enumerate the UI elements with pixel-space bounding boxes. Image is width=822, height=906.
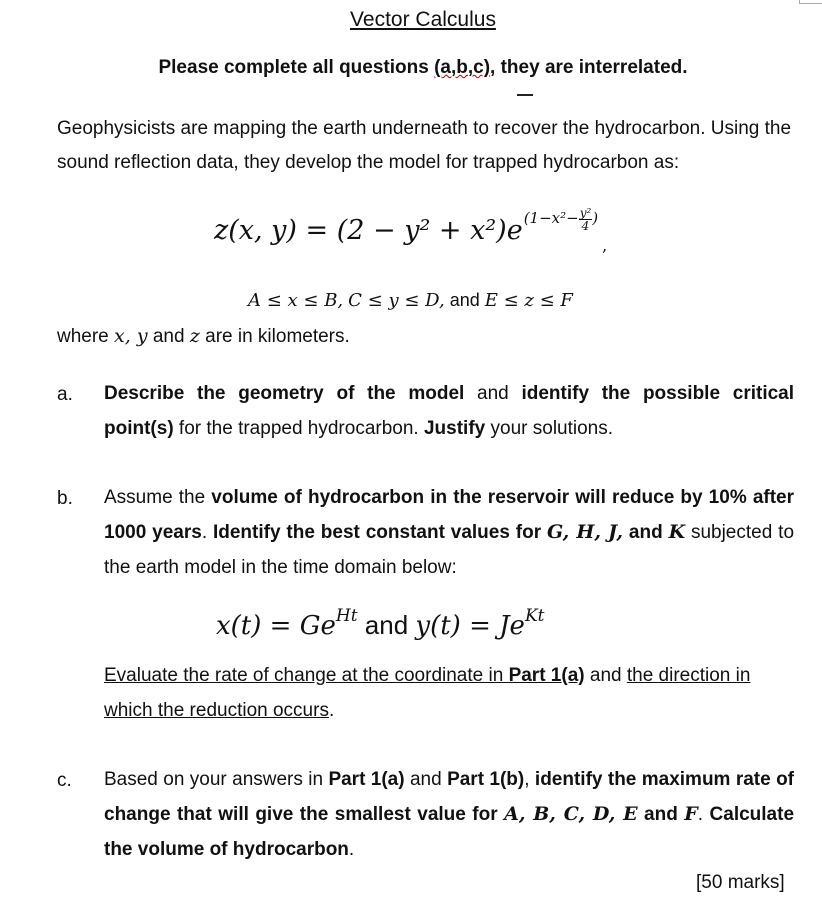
y-range: C ≤ y ≤ D, [348,290,445,311]
where-and: and [147,326,190,347]
where-line [57,325,350,348]
x-range: A ≤ x ≤ B, [248,290,344,311]
qa-text-2: for the trapped hydrocarbon. [173,418,424,439]
instruction-parts: (a,b,c) [434,57,491,78]
qb-underline-part: Part 1(a) [508,665,585,686]
intro-paragraph: Geophysicists are mapping the earth underneath to recover the hydrocarbon. Using the sound reflection data, they develop the model for trapped hydrocarbon as: [57,118,792,173]
qa-text-1: and [464,383,522,404]
instruction-suffix: , they are interrelated. [490,57,688,78]
qb-text-2: . [201,522,213,543]
equation-exponent [523,205,599,233]
z-range: E ≤ z ≤ F [484,290,573,311]
question-c-label: c. [57,770,72,791]
question-a-label: a. [57,384,73,405]
question-b-evaluate [104,658,794,728]
equation-base: (2 − y² + x²)e [336,215,523,246]
equation-trail: , [602,236,608,255]
where-vars: x, y [114,325,148,347]
exponent-fraction [579,207,593,232]
qb-text-3: subjected to the earth model in the time domain below: [104,522,795,578]
divider-dash [517,94,533,96]
qb-text-1: Assume the [104,487,212,508]
eq-x-exponent: Ht [335,606,358,626]
qb-bold-1: volume of hydrocarbon in the reservoir will reduce by 10% after 1000 years [104,487,795,543]
qa-bold-3: Justify [423,418,486,439]
qc-bold-3: identify the maximum rate of change that will give the smallest value for [104,769,795,825]
fraction-numerator: y² [579,205,592,220]
qc-bold-5: Calculate the volume of hydrocarbon [104,804,795,860]
qa-bold-1: Describe the geometry of the model [104,383,465,404]
instruction [0,57,822,79]
where-suffix: are in kilometers. [199,326,350,347]
model-equation [214,205,608,255]
qc-bold-4: and [637,804,685,825]
equation-lhs: z(x, y) [214,215,297,246]
qb-bold-3: and [623,522,669,543]
eq-and: and [357,610,416,640]
page-title: Vector Calculus [350,8,496,31]
question-b-text [104,480,794,585]
qc-text-2: and [404,769,448,790]
question-b-label: b. [57,488,73,509]
qc-text-4: . [697,804,710,825]
exponent-lead: (1−x²− [523,209,579,227]
qc-vars: A, B, C, D, E [504,803,638,825]
qb-underline-1: Evaluate the rate of change at the coordinate in [104,665,509,686]
instruction-prefix: Please complete all questions [158,57,435,78]
constraints [248,290,573,311]
qc-bold-2: Part 1(b) [447,769,525,790]
qc-text-5: . [348,839,355,860]
qb-underline-2: the direction in which the reduction occurs [104,665,751,721]
constraints-and: and [444,290,485,310]
time-domain-equation [216,606,545,641]
eq-y-exponent: Kt [524,606,545,626]
qb-bold-2: Identify the best constant values for [212,522,542,543]
qb-var-k: K [668,521,686,543]
qb-text-5: . [328,700,335,721]
question-a-text [104,376,794,446]
qc-text-3: , [524,769,535,790]
qc-text-1: Based on your answers in [104,769,329,790]
total-marks: [50 marks] [696,872,785,893]
equation-equals: = [296,215,337,246]
qc-bold-1: Part 1(a) [328,769,405,790]
exponent-close: ) [592,209,599,227]
qb-text-4: and [584,665,627,686]
qc-var-f: F [684,803,698,825]
fraction-denominator: 4 [581,218,590,233]
qa-bold-2: identify the possible critical point(s) [104,383,795,439]
eq-y: y(t) = Je [415,611,525,641]
question-c-text [104,762,794,867]
where-z: z [189,325,200,347]
page-corner-marker [799,0,822,4]
qb-vars: G, H, J, [547,521,624,543]
qa-text-3: your solutions. [485,418,614,439]
eq-x: x(t) = Ge [216,611,336,641]
where-prefix: where [57,326,115,347]
